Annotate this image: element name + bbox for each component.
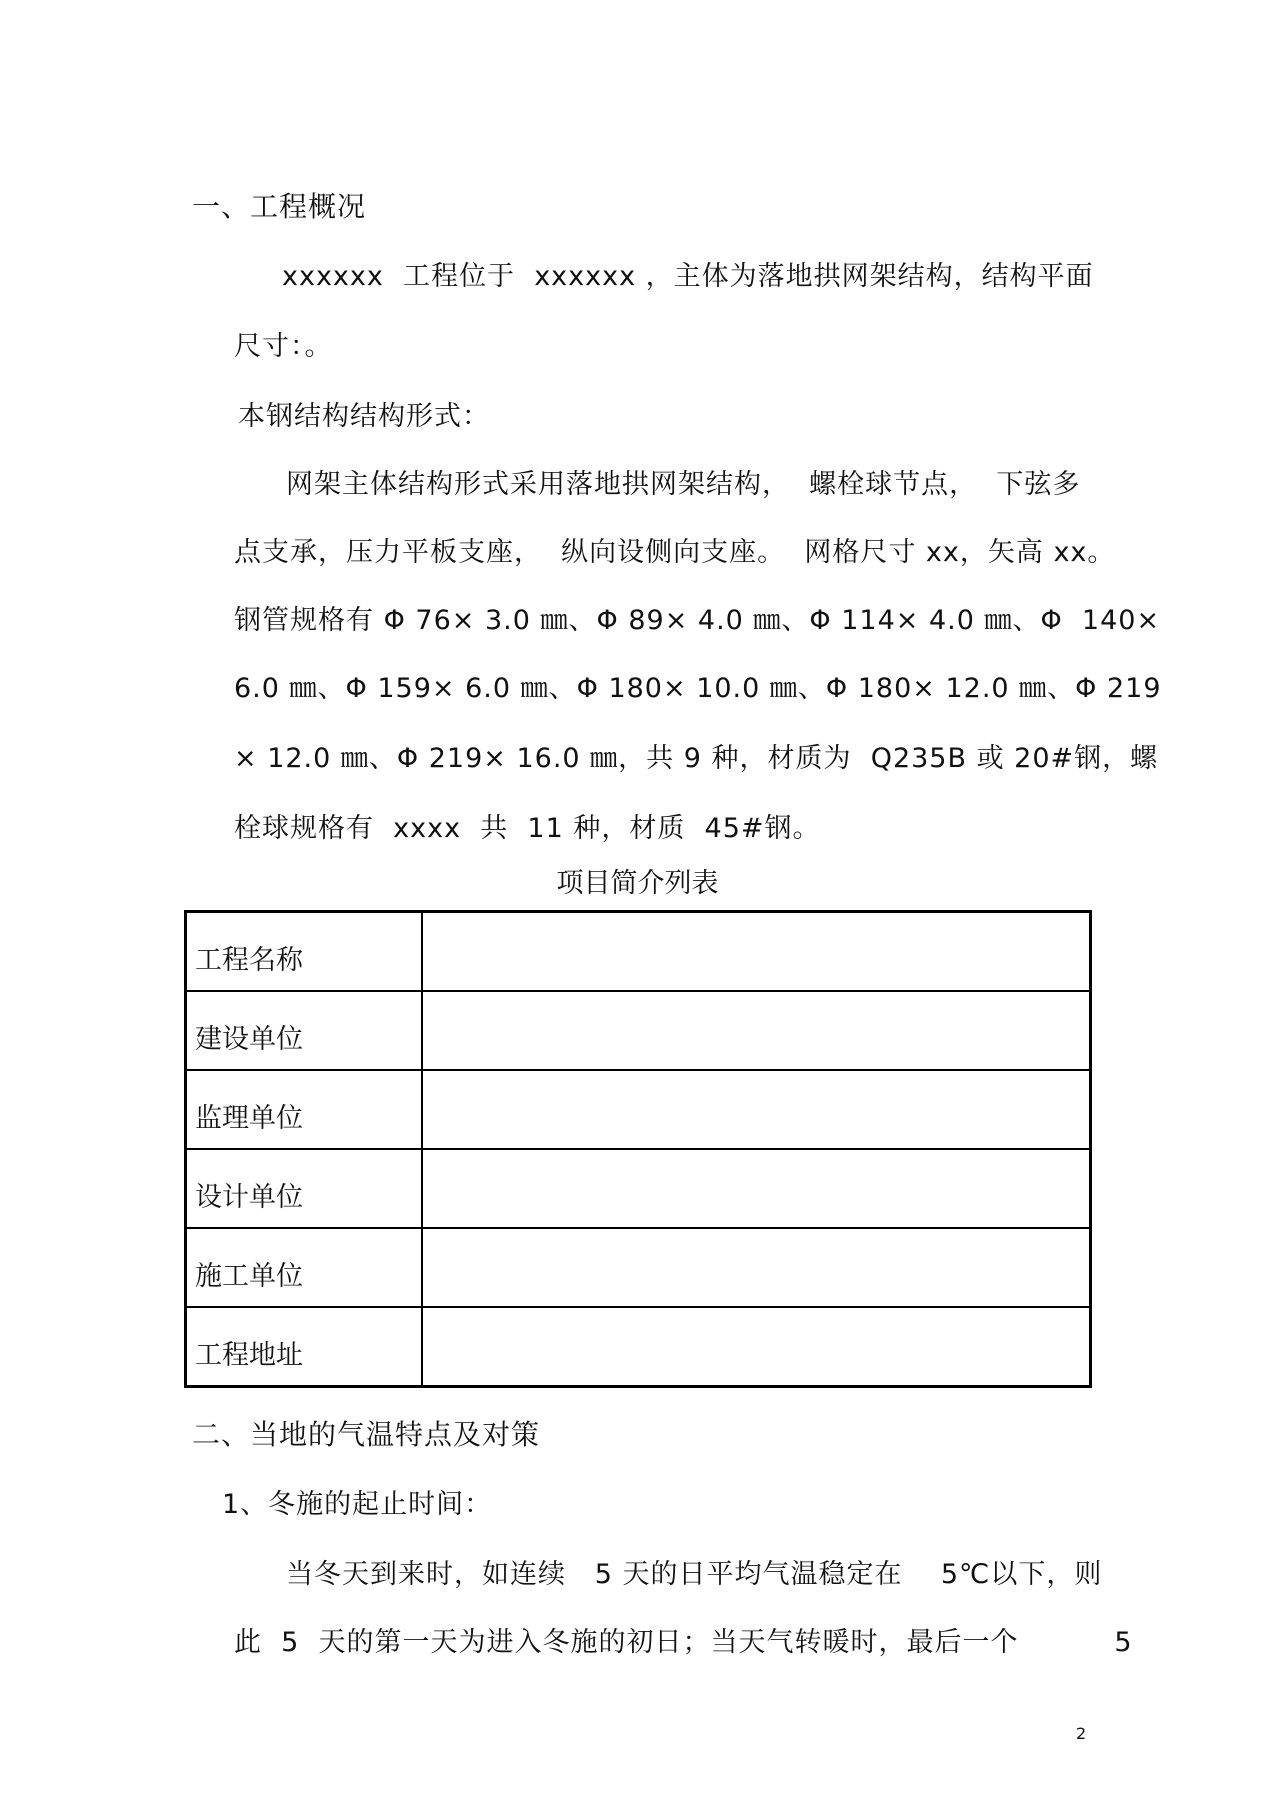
table-row <box>186 991 1091 1070</box>
section1-para2-line6: 栓球规格有 xxxx 共 11 种，材质 45#钢。 <box>234 813 821 844</box>
table-row <box>186 1228 1091 1307</box>
section2-subheading: 1、冬施的起止时间： <box>222 1489 493 1520</box>
section2-para-line1: 当冬天到来时，如连续 5 天的日平均气温稳定在 5℃以下，则 <box>286 1559 1103 1590</box>
row-value <box>422 912 1091 992</box>
row-value <box>422 991 1091 1070</box>
section1-para1-line1: xxxxxx 工程位于 xxxxxx ，主体为落地拱网架结构，结构平面 <box>282 261 1094 292</box>
row-value <box>422 1070 1091 1149</box>
row-value <box>422 1228 1091 1307</box>
section1-para2-line4: 6.0 ㎜、Φ 159× 6.0 ㎜、Φ 180× 10.0 ㎜、Φ 180× 12.0 ㎜、Φ 219 <box>234 673 1162 704</box>
section2-para-line2: 此 5 天的第一天为进入冬施的初日；当天气转暖时，最后一个 5 <box>234 1627 1133 1658</box>
row-label: 设计单位 <box>186 1149 423 1228</box>
section1-para2-line1: 网架主体结构形式采用落地拱网架结构， 螺栓球节点， 下弦多 <box>286 469 1081 500</box>
row-label: 监理单位 <box>186 1070 423 1149</box>
section1-para1-line2: 尺寸：。 <box>234 331 333 362</box>
section2-heading: 二、当地的气温特点及对策 <box>192 1418 541 1451</box>
row-value <box>422 1307 1091 1387</box>
section1-para2-line5: × 12.0 ㎜、Φ 219× 16.0 ㎜，共 9 种，材质为 Q235B 或 20#钢，螺 <box>234 743 1159 774</box>
row-label: 建设单位 <box>186 991 423 1070</box>
table-row <box>186 1070 1091 1149</box>
section1-para2-line3: 钢管规格有 Φ 76× 3.0 ㎜、Φ 89× 4.0 ㎜、Φ 114× 4.0 ㎜、Φ 140× <box>234 605 1161 636</box>
page-number: 2 <box>1076 1724 1087 1743</box>
section1-para2-line2: 点支承，压力平板支座， 纵向设侧向支座。 网格尺寸 xx，矢高 xx。 <box>234 537 1116 568</box>
section1-heading: 一、工程概况 <box>192 190 367 223</box>
project-info-table <box>184 910 1092 1388</box>
table-row <box>186 912 1091 992</box>
table-caption: 项目简介列表 <box>556 868 719 899</box>
table-row <box>186 1149 1091 1228</box>
row-value <box>422 1149 1091 1228</box>
section1-subheading: 本钢结构结构形式： <box>238 401 490 432</box>
table-row <box>186 1307 1091 1387</box>
row-label: 工程地址 <box>186 1307 423 1387</box>
row-label: 工程名称 <box>186 912 423 992</box>
row-label: 施工单位 <box>186 1228 423 1307</box>
